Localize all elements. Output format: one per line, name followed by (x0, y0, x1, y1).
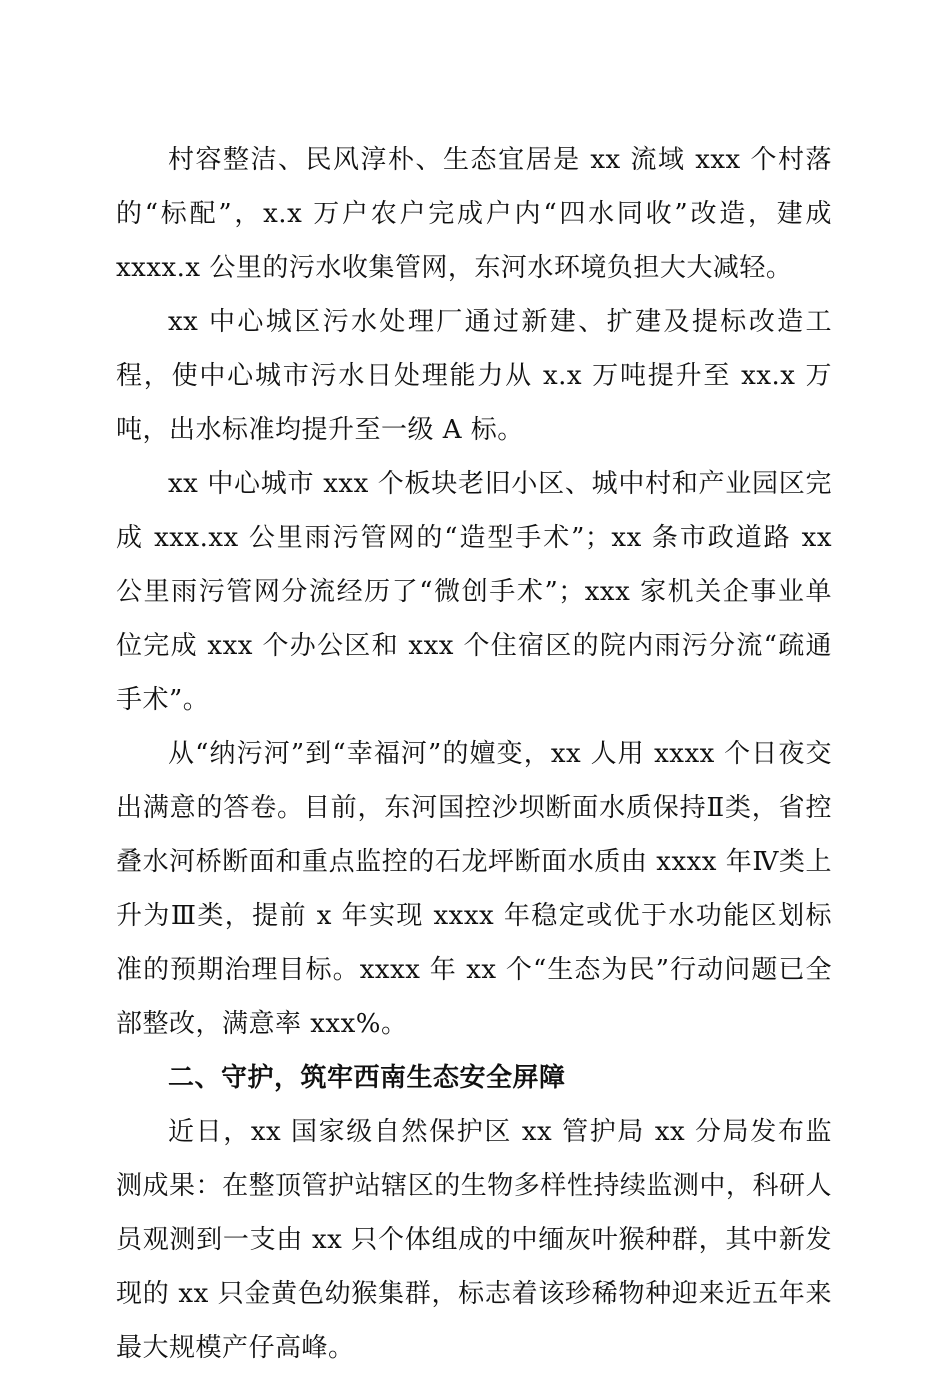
paragraph-treatment-plant: xx 中心城区污水处理厂通过新建、扩建及提标改造工程，使中心城市污水日处理能力从 x.x 万吨提升至 xx.x 万吨，出水标准均提升至一级 A 标。 (116, 307, 832, 445)
paragraph-village-sewage: 村容整洁、民风淳朴、生态宜居是 xx 流域 xxx 个村落的“标配”，x.x 万户农户完成户内“四水同收”改造，建成 xxxx.x 公里的污水收集管网，东河水环境负担大大减轻。 (116, 145, 832, 283)
paragraph-monitoring-results: 近日，xx 国家级自然保护区 xx 管护局 xx 分局发布监测成果：在整顶管护站辖区的生物多样性持续监测中，科研人员观测到一支由 xx 只个体组成的中缅灰叶猴种群，其中新发现的 xx 只金黄色幼猴集群，标志着该珍稀物种迎来近五年来最大规模产仔高峰。 (116, 1117, 832, 1363)
document-body (116, 133, 832, 1375)
paragraph-pipe-network: xx 中心城市 xxx 个板块老旧小区、城中村和产业园区完成 xxx.xx 公里雨污管网的“造型手术”；xx 条市政道路 xx 公里雨污管网分流经历了“微创手术”；xxx 家机关企事业单位完成 xxx 个办公区和 xxx 个住宿区的院内雨污分流“疏通手术”。 (116, 469, 832, 715)
section-heading: 二、守护，筑牢西南生态安全屏障 (168, 1063, 566, 1093)
paragraph-water-quality: 从“纳污河”到“幸福河”的嬗变，xx 人用 xxxx 个日夜交出满意的答卷。目前，东河国控沙坝断面水质保持Ⅱ类，省控叠水河桥断面和重点监控的石龙坪断面水质由 xxxx 年Ⅳ类上升为Ⅲ类，提前 x 年实现 xxxx 年稳定或优于水功能区划标准的预期治理目标。xxxx 年 xx 个“生态为民”行动问题已全部整改，满意率 xxx%。 (116, 739, 832, 1039)
